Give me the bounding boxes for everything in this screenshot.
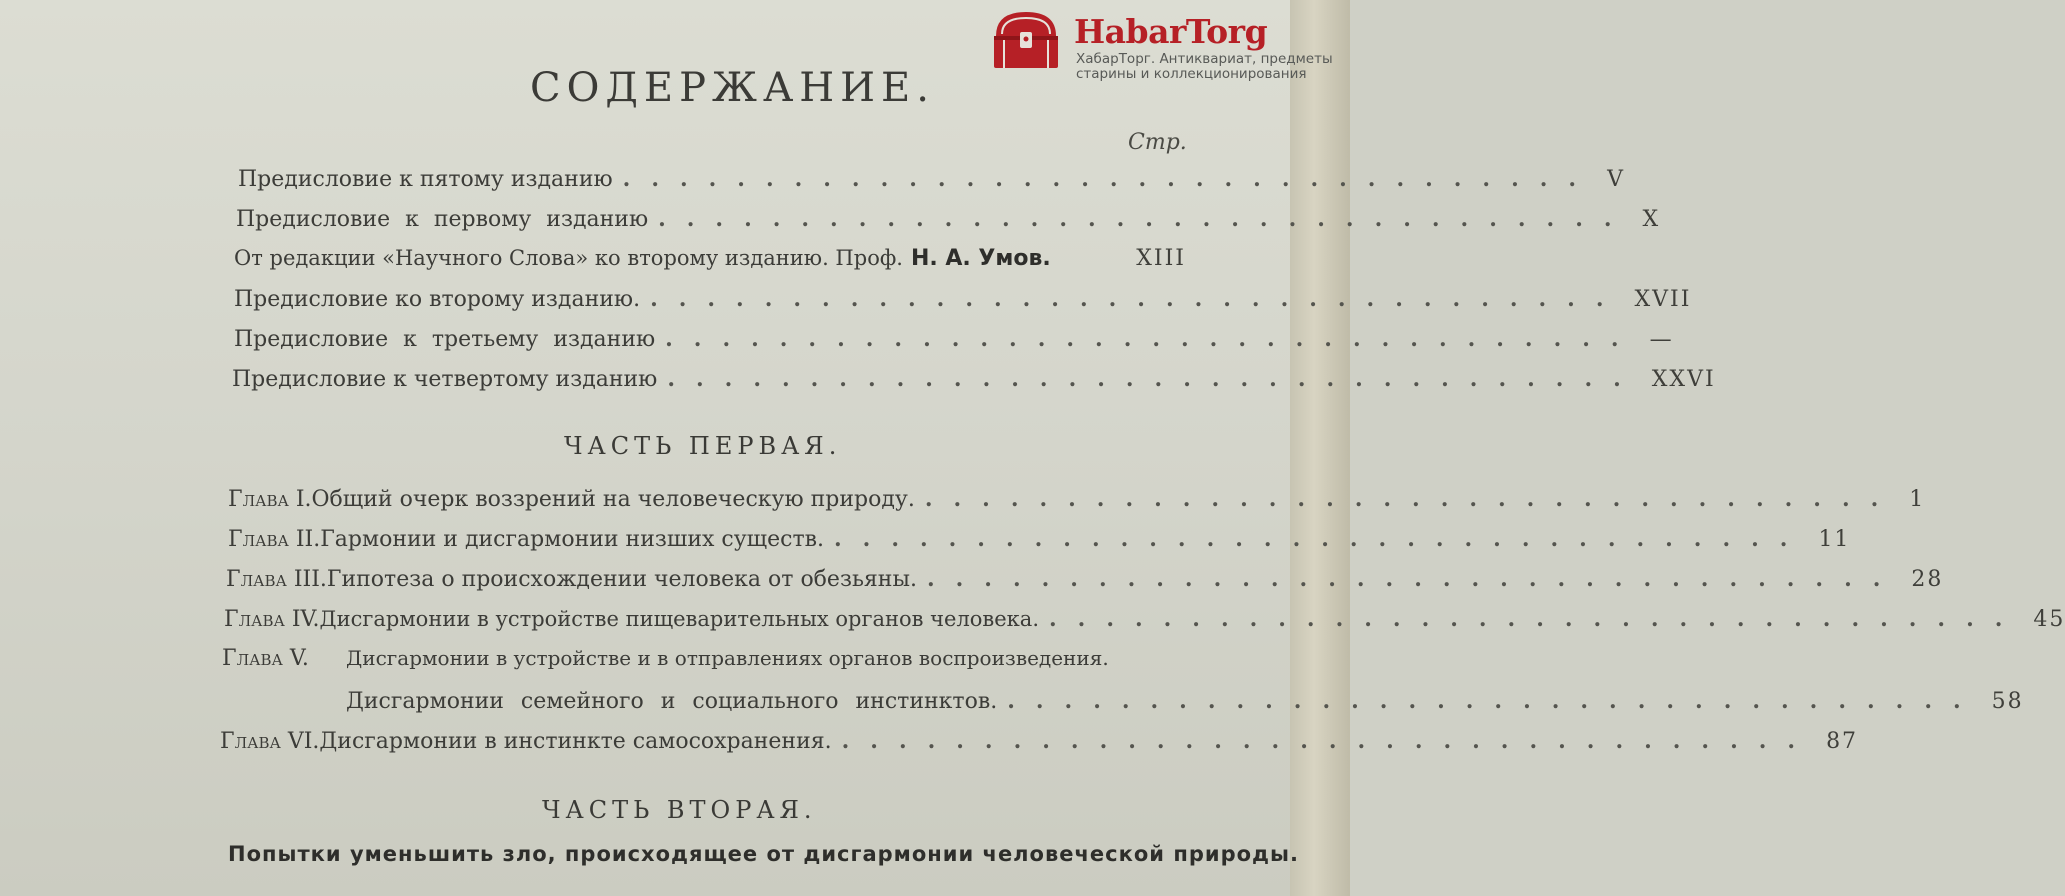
- toc-entry: [236, 206, 1661, 242]
- watermark: [990, 6, 1340, 84]
- leader-dots: ..................................: [667, 366, 1642, 392]
- chapter-title: Гипотеза о происхождении человека от обезьяны.: [326, 567, 917, 592]
- chapter-page: 28: [1911, 567, 1944, 592]
- leader-dots: ..................................: [834, 526, 1809, 552]
- toc-entry-title: Предисловие к первому изданию: [236, 207, 649, 232]
- chapter-title: Дисгармонии в инстинкте самосохранения.: [319, 729, 832, 754]
- chapter-entry: [220, 728, 1859, 764]
- chapter-page: 11: [1818, 527, 1851, 552]
- chapter-title: Гармонии и дисгармонии низших существ.: [320, 527, 825, 552]
- watermark-subtitle: ХабарТорг. Антиквариат, предметы старины и коллекционирования: [1076, 51, 1333, 82]
- leader-dots: ..................................: [926, 566, 1902, 592]
- chapter-continuation: [346, 688, 2024, 724]
- leader-dots: ..................................: [841, 728, 1817, 754]
- part-two-heading: ЧАСТЬ ВТОРАЯ.: [542, 796, 817, 824]
- chapter-entry: [228, 486, 1926, 522]
- part-two-subtitle: Попытки уменьшить зло, происходящее от дисгармонии человеческой природы.: [228, 842, 1299, 866]
- toc-entry-title: Предисловие к четвертому изданию: [232, 367, 658, 392]
- toc-entry: [234, 286, 1692, 322]
- chapter-page: 58: [1991, 689, 2024, 714]
- chapter-label: Глава II.: [228, 527, 321, 552]
- toc-entry: [232, 366, 1716, 402]
- leader-dots: ..................................: [650, 286, 1625, 312]
- leader-dots: ..................................: [1007, 688, 1982, 714]
- page-title: СОДЕРЖАНИЕ.: [530, 65, 935, 111]
- toc-entry: [238, 166, 1625, 202]
- leader-dots: ..................................: [924, 486, 1900, 512]
- toc-entry-page: XIII: [1136, 246, 1186, 271]
- toc-entry-page: XVII: [1634, 287, 1692, 312]
- toc-entry: [234, 246, 1186, 282]
- chapter-page: 45: [2033, 607, 2065, 632]
- toc-entry-title: Предисловие к пятому изданию: [238, 167, 613, 192]
- treasure-chest-icon: [990, 6, 1062, 72]
- toc-entry-page: XXVI: [1651, 367, 1716, 392]
- page-edge: [1290, 0, 1350, 896]
- chapter-label: Глава I.: [228, 487, 312, 512]
- watermark-brand: HabarTorg: [1074, 12, 1268, 51]
- toc-entry-title: Предисловие к третьему изданию: [234, 327, 656, 352]
- chapter-label: Глава IV.: [224, 607, 320, 632]
- chapter-page: 1: [1909, 487, 1926, 512]
- toc-entry-title: Предисловие ко второму изданию.: [234, 287, 641, 312]
- part-one-heading: ЧАСТЬ ПЕРВАЯ.: [564, 432, 842, 460]
- chapter-entry: [226, 566, 1944, 602]
- chapter-label: Глава VI.: [220, 729, 320, 754]
- toc-entry-title: От редакции «Научного Слова» ко второму изданию. Проф.: [234, 246, 903, 270]
- page-column-header: Стр.: [1128, 130, 1187, 155]
- leader-dots: ..................................: [622, 166, 1598, 192]
- leader-dots: ..................................: [665, 326, 1640, 352]
- chapter-title: Дисгармонии в устройстве пищеварительных органов человека.: [319, 607, 1039, 631]
- toc-entry-page: V: [1607, 167, 1625, 192]
- toc-entry: [234, 326, 1674, 362]
- leader-dots: ..................................: [658, 206, 1633, 232]
- toc-entry-page: —: [1649, 327, 1674, 352]
- editor-name: Н. А. Умов.: [910, 246, 1051, 271]
- chapter-title: Общий очерк воззрений на человеческую природу.: [311, 487, 915, 512]
- chapter-label: Глава V.: [222, 646, 309, 671]
- chapter-title-continuation: Дисгармонии семейного и социального инстинктов.: [346, 689, 998, 714]
- chapter-entry: [222, 646, 1162, 682]
- chapter-title: Дисгармонии в устройстве и в отправлениях органов воспроизведения.: [346, 646, 1109, 670]
- chapter-label: Глава III.: [226, 567, 327, 592]
- chapter-page: 87: [1826, 729, 1859, 754]
- toc-entry-page: X: [1642, 207, 1661, 232]
- chapter-entry: [228, 526, 1851, 562]
- chapter-entry: [224, 606, 2065, 642]
- leader-dots: ..................................: [1049, 606, 2024, 632]
